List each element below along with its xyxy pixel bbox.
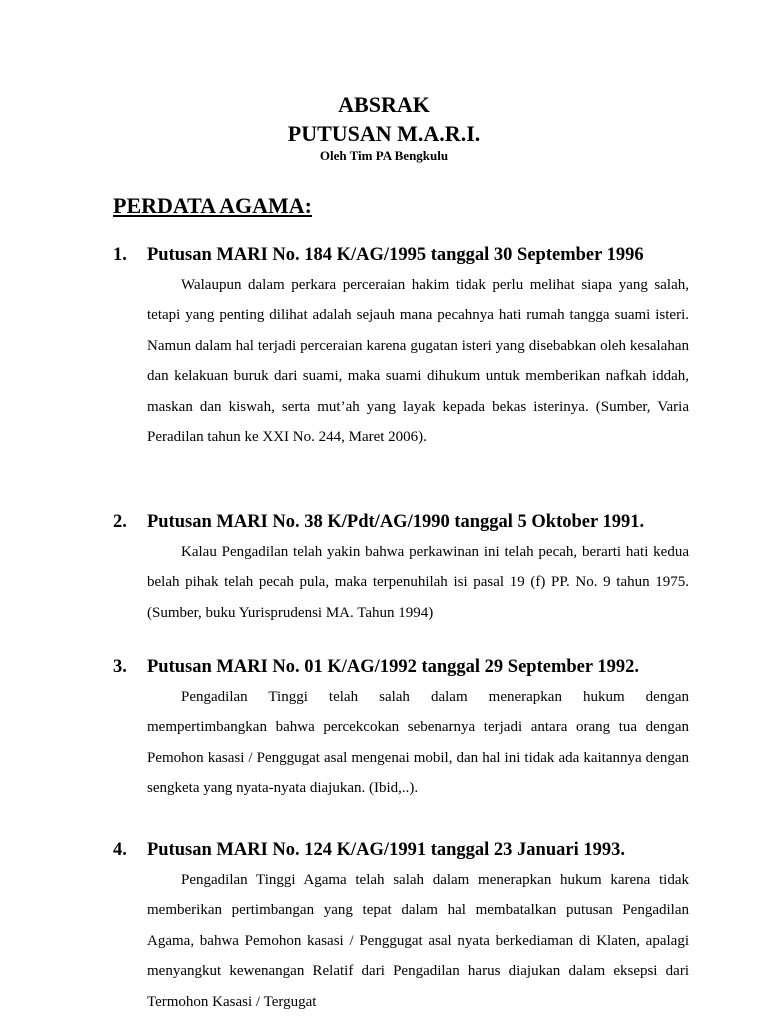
item-heading: [113, 243, 689, 267]
item-number: 3.: [113, 657, 127, 677]
document-subtitle: PUTUSAN M.A.R.I.: [287, 121, 481, 146]
item-title: Putusan MARI No. 184 K/AG/1995 tanggal 30 September 1996: [147, 245, 644, 265]
list-item: [113, 510, 689, 628]
document-title: ABSRAK: [338, 92, 430, 117]
item-paragraph: Pengadilan Tinggi Agama telah salah dalam menerapkan hukum karena tidak memberikan pertimbangan yang tepat dalam hal membatalkan putusan Pengadilan Agama, bahwa Pemohon kasasi / Penggugat asal nyata berkediaman di Klaten, apalagi menyangkut kewenangan Relatif dari Pengadilan harus diajukan dalam eksepsi dari Termohon Kasasi / Tergugat: [147, 872, 689, 1010]
item-paragraph: Walaupun dalam perkara perceraian hakim tidak perlu melihat siapa yang salah, tetapi yang penting dilihat adalah sejauh mana pecahnya hati rumah tangga suami isteri. Namun dalam hal terjadi perceraian karena gugatan isteri yang disebabkan oleh kesalahan dan kelakuan buruk dari suami, maka suami dihukum untuk memberikan nafkah iddah, maskan dan kiswah, serta mut’ah yang layak kepada bekas isterinya. (Sumber, Varia Peradilan tahun ke XXI No. 244, Maret 2006).: [147, 277, 689, 446]
item-number: 1.: [113, 245, 127, 265]
item-title: Putusan MARI No. 38 K/Pdt/AG/1990 tanggal 5 Oktober 1991.: [147, 512, 645, 532]
document-byline: Oleh Tim PA Bengkulu: [319, 148, 449, 163]
item-paragraph: Kalau Pengadilan telah yakin bahwa perkawinan ini telah pecah, berarti hati kedua belah pihak telah pecah pula, maka terpenuhilah isi pasal 19 (f) PP. No. 9 tahun 1975. (Sumber, buku Yurisprudensi MA. Tahun 1994): [147, 544, 689, 621]
item-number: 4.: [113, 840, 127, 860]
item-heading: [113, 838, 689, 862]
list-item: [113, 838, 689, 1017]
item-heading: [113, 510, 689, 534]
section-heading: PERDATA AGAMA:: [113, 193, 313, 218]
item-heading: [113, 655, 689, 679]
item-paragraph: Pengadilan Tinggi telah salah dalam menerapkan hukum dengan mempertimbangkan bahwa percekcokan sebenarnya terjadi antara orang tua dengan Pemohon kasasi / Penggugat asal mengenai mobil, dan hal ini tidak ada kaitannya dengan sengketa yang nyata-nyata diajukan. (Ibid,..).: [147, 689, 689, 797]
item-title: Putusan MARI No. 01 K/AG/1992 tanggal 29 September 1992.: [147, 657, 639, 677]
list-item: [113, 243, 689, 452]
list-item: [113, 655, 689, 804]
item-number: 2.: [113, 512, 127, 532]
item-title: Putusan MARI No. 124 K/AG/1991 tanggal 23 Januari 1993.: [147, 840, 625, 860]
